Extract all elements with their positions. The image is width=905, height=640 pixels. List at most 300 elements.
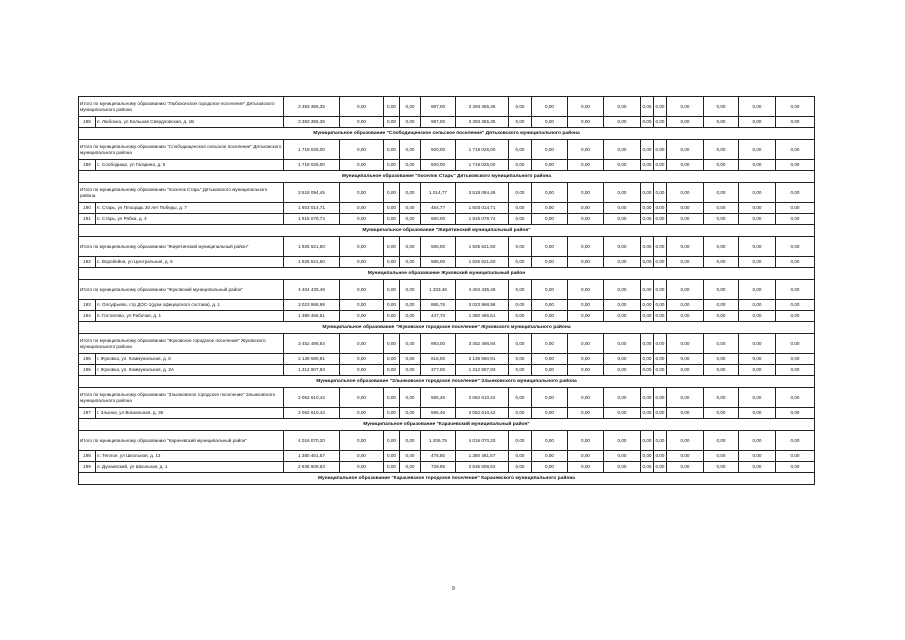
value-cell: 0,00 [532, 431, 568, 451]
value-cell: 0,00 [568, 140, 604, 160]
value-cell: 0,00 [384, 334, 400, 354]
value-cell: 4 016 070,20 [456, 431, 509, 451]
value-cell: 0,00 [400, 203, 421, 214]
value-cell: 0,00 [704, 140, 739, 160]
value-cell: 0,00 [641, 237, 654, 257]
value-cell: 0,00 [704, 300, 739, 311]
value-cell: 0,00 [340, 431, 384, 451]
value-cell: 0,00 [776, 408, 815, 419]
value-cell: 1 719 025,00 [284, 160, 340, 171]
value-cell: 1 380 466,51 [284, 311, 340, 322]
value-cell: 616,00 [421, 354, 456, 365]
value-cell: 1 380 461,57 [456, 451, 509, 462]
value-cell: 0,00 [340, 237, 384, 257]
value-cell: 0,00 [568, 183, 604, 203]
section-title: Муниципальное образование "Слободищенское сельское поселение" Дятьковского муниципального района [79, 128, 815, 140]
value-cell: 0,00 [641, 160, 654, 171]
value-cell: 1 719 025,00 [456, 140, 509, 160]
value-cell: 0,00 [509, 451, 532, 462]
value-cell: 0,00 [340, 365, 384, 376]
value-cell: 0,00 [667, 431, 704, 451]
value-cell: 0,00 [704, 117, 739, 128]
value-cell: 0,00 [509, 462, 532, 473]
repair-cost-table [78, 96, 815, 485]
value-cell: 1 925 621,50 [456, 237, 509, 257]
value-cell: 0,00 [400, 140, 421, 160]
value-cell: 0,00 [568, 462, 604, 473]
section-header-row [79, 128, 815, 140]
value-cell: 0,00 [641, 431, 654, 451]
total-label: Итого по муниципальному образованию "Слободищенское сельское поселение" Дятьковского муниципального района [79, 140, 284, 160]
value-cell: 0,00 [704, 311, 739, 322]
value-cell: 0,00 [704, 97, 739, 117]
value-cell: 1 312 907,93 [456, 365, 509, 376]
address-cell: п. Гостилово, ул Рабочая, д. 1 [96, 311, 284, 322]
value-cell: 3 393 355,35 [456, 97, 509, 117]
address-cell: п. Старь, ул Площадь 30 лет Победы, д. 7 [96, 203, 284, 214]
value-cell: 0,00 [776, 160, 815, 171]
value-cell: 0,00 [739, 203, 776, 214]
value-cell: 0,00 [340, 97, 384, 117]
value-cell: 0,00 [641, 334, 654, 354]
value-cell: 0,00 [739, 97, 776, 117]
value-cell: 1 719 025,00 [456, 160, 509, 171]
value-cell: 0,00 [400, 117, 421, 128]
value-cell: 0,00 [384, 183, 400, 203]
value-cell: 0,00 [739, 431, 776, 451]
value-cell: 0,00 [739, 462, 776, 473]
value-cell: 500,00 [421, 140, 456, 160]
value-cell: 0,00 [641, 388, 654, 408]
value-cell: 0,00 [776, 462, 815, 473]
row-number: 190 [79, 203, 96, 214]
value-cell: 0,00 [384, 160, 400, 171]
value-cell: 0,00 [400, 300, 421, 311]
table-row [79, 354, 815, 365]
value-cell: 0,00 [667, 140, 704, 160]
value-cell: 0,00 [654, 237, 667, 257]
value-cell: 0,00 [604, 97, 641, 117]
value-cell: 0,00 [604, 431, 641, 451]
value-cell: 0,00 [532, 388, 568, 408]
value-cell: 0,00 [604, 365, 641, 376]
value-cell: 0,00 [400, 160, 421, 171]
value-cell: 0,00 [532, 117, 568, 128]
value-cell: 0,00 [384, 354, 400, 365]
table-row [79, 365, 815, 376]
value-cell: 0,00 [509, 117, 532, 128]
table-row [79, 462, 815, 473]
value-cell: 0,00 [384, 451, 400, 462]
value-cell: 0,00 [509, 237, 532, 257]
value-cell: 0,00 [776, 388, 815, 408]
value-cell: 0,00 [509, 431, 532, 451]
value-cell: 0,00 [509, 140, 532, 160]
value-cell: 1 915 079,74 [284, 214, 340, 225]
value-cell: 0,00 [532, 140, 568, 160]
value-cell: 0,00 [384, 97, 400, 117]
value-cell: 885,76 [421, 300, 456, 311]
value-cell: 0,00 [739, 365, 776, 376]
value-cell: 0,00 [384, 300, 400, 311]
address-cell: п. Олсуфьево, стр ДОС-1(дом офицерского состава), д. 1 [96, 300, 284, 311]
table-body [79, 97, 815, 485]
value-cell: 0,00 [604, 300, 641, 311]
value-cell: 0,00 [532, 280, 568, 300]
value-cell: 0,00 [776, 203, 815, 214]
value-cell: 0,00 [739, 257, 776, 268]
table-row [79, 117, 815, 128]
value-cell: 0,00 [704, 365, 739, 376]
value-cell: 0,00 [400, 214, 421, 225]
total-row [79, 237, 815, 257]
value-cell: 0,00 [739, 214, 776, 225]
value-cell: 0,00 [340, 203, 384, 214]
value-cell: 0,00 [532, 354, 568, 365]
value-cell: 0,00 [568, 365, 604, 376]
value-cell: 0,00 [704, 280, 739, 300]
section-header-row [79, 171, 815, 183]
row-number: 193 [79, 300, 96, 311]
value-cell: 0,00 [532, 462, 568, 473]
value-cell: 0,00 [340, 300, 384, 311]
value-cell: 0,00 [532, 365, 568, 376]
value-cell: 0,00 [667, 462, 704, 473]
value-cell: 0,00 [739, 334, 776, 354]
value-cell: 0,00 [776, 451, 815, 462]
value-cell: 0,00 [340, 408, 384, 419]
value-cell: 0,00 [704, 354, 739, 365]
value-cell: 0,00 [667, 300, 704, 311]
value-cell: 0,00 [776, 354, 815, 365]
value-cell: 0,00 [532, 257, 568, 268]
value-cell: 0,00 [776, 97, 815, 117]
table-row [79, 214, 815, 225]
value-cell: 586,00 [421, 237, 456, 257]
value-cell: 0,00 [654, 300, 667, 311]
value-cell: 0,00 [568, 237, 604, 257]
row-number: 198 [79, 451, 96, 462]
value-cell: 0,00 [604, 160, 641, 171]
value-cell: 0,00 [739, 280, 776, 300]
value-cell: 0,00 [667, 388, 704, 408]
value-cell: 0,00 [384, 237, 400, 257]
value-cell: 1 014,77 [421, 183, 456, 203]
value-cell: 0,00 [704, 237, 739, 257]
value-cell: 2 139 590,91 [456, 354, 509, 365]
value-cell: 0,00 [400, 183, 421, 203]
value-cell: 0,00 [568, 160, 604, 171]
value-cell: 447,70 [421, 311, 456, 322]
value-cell: 0,00 [704, 214, 739, 225]
value-cell: 0,00 [654, 408, 667, 419]
value-cell: 2 062 610,42 [456, 408, 509, 419]
value-cell: 0,00 [704, 462, 739, 473]
value-cell: 0,00 [654, 203, 667, 214]
section-title: Муниципальное образование "Карачевский муниципальный район" [79, 419, 815, 431]
total-row [79, 183, 815, 203]
address-cell: с. Слободище, ул Гагарина, д. 5 [96, 160, 284, 171]
value-cell: 0,00 [667, 354, 704, 365]
value-cell: 0,00 [532, 160, 568, 171]
value-cell: 0,00 [384, 365, 400, 376]
value-cell: 3 518 094,45 [456, 183, 509, 203]
value-cell: 0,00 [776, 237, 815, 257]
value-cell: 0,00 [704, 334, 739, 354]
value-cell: 4 404 435,49 [284, 280, 340, 300]
value-cell: 0,00 [384, 311, 400, 322]
value-cell: 0,00 [641, 183, 654, 203]
value-cell: 2 062 610,42 [284, 388, 340, 408]
value-cell: 595,46 [421, 408, 456, 419]
value-cell: 0,00 [384, 408, 400, 419]
row-number: 195 [79, 354, 96, 365]
value-cell: 0,00 [509, 97, 532, 117]
value-cell: 0,00 [509, 300, 532, 311]
value-cell: 1 603 014,71 [456, 203, 509, 214]
value-cell: 595,46 [421, 388, 456, 408]
value-cell: 0,00 [667, 183, 704, 203]
value-cell: 0,00 [604, 311, 641, 322]
value-cell: 0,00 [667, 311, 704, 322]
value-cell: 0,00 [641, 408, 654, 419]
value-cell: 0,00 [509, 311, 532, 322]
value-cell: 0,00 [384, 462, 400, 473]
value-cell: 0,00 [568, 300, 604, 311]
value-cell: 0,00 [532, 237, 568, 257]
value-cell: 0,00 [340, 183, 384, 203]
value-cell: 0,00 [776, 300, 815, 311]
value-cell: 2 062 610,42 [456, 388, 509, 408]
value-cell: 0,00 [509, 365, 532, 376]
total-row [79, 280, 815, 300]
address-cell: п. Старь, ул Рябка, д. 4 [96, 214, 284, 225]
value-cell: 0,00 [776, 117, 815, 128]
value-cell: 0,00 [340, 334, 384, 354]
total-label: Итого по муниципальному образованию "Жуковское городское поселение" Жуковского муниципального района [79, 334, 284, 354]
row-number: 189 [79, 160, 96, 171]
value-cell: 0,00 [739, 140, 776, 160]
value-cell: 476,80 [421, 451, 456, 462]
value-cell: 0,00 [568, 354, 604, 365]
value-cell: 1 206,75 [421, 431, 456, 451]
value-cell: 0,00 [654, 140, 667, 160]
page-number: 9 [452, 586, 455, 592]
value-cell: 0,00 [654, 354, 667, 365]
value-cell: 0,00 [641, 97, 654, 117]
value-cell: 0,00 [604, 237, 641, 257]
total-row [79, 140, 815, 160]
total-label: Итого по муниципальному образованию "поселок Старь" Дятьковского муниципального района [79, 183, 284, 203]
value-cell: 2 139 590,91 [284, 354, 340, 365]
value-cell: 0,00 [400, 311, 421, 322]
table-row [79, 160, 815, 171]
table-row [79, 300, 815, 311]
value-cell: 0,00 [704, 160, 739, 171]
total-row [79, 431, 815, 451]
value-cell: 0,00 [641, 462, 654, 473]
value-cell: 1 719 025,00 [284, 140, 340, 160]
value-cell: 2 635 608,63 [284, 462, 340, 473]
value-cell: 0,00 [667, 257, 704, 268]
value-cell: 0,00 [667, 117, 704, 128]
value-cell: 0,00 [739, 237, 776, 257]
value-cell: 0,00 [739, 300, 776, 311]
value-cell: 0,00 [400, 237, 421, 257]
value-cell: 0,00 [384, 431, 400, 451]
value-cell: 0,00 [654, 257, 667, 268]
value-cell: 0,00 [641, 365, 654, 376]
value-cell: 0,00 [568, 214, 604, 225]
value-cell: 0,00 [739, 117, 776, 128]
value-cell: 0,00 [400, 354, 421, 365]
value-cell: 0,00 [654, 160, 667, 171]
value-cell: 0,00 [384, 388, 400, 408]
value-cell: 987,00 [421, 117, 456, 128]
value-cell: 0,00 [604, 354, 641, 365]
address-cell: с. Воробейня, ул Центральная, д. 6 [96, 257, 284, 268]
value-cell: 0,00 [400, 280, 421, 300]
value-cell: 0,00 [739, 160, 776, 171]
value-cell: 0,00 [776, 140, 815, 160]
table-row [79, 451, 815, 462]
value-cell: 0,00 [667, 203, 704, 214]
value-cell: 0,00 [400, 334, 421, 354]
value-cell: 3 393 355,35 [284, 97, 340, 117]
row-number: 191 [79, 214, 96, 225]
value-cell: 0,00 [340, 311, 384, 322]
value-cell: 0,00 [604, 117, 641, 128]
value-cell: 0,00 [654, 97, 667, 117]
value-cell: 0,00 [604, 280, 641, 300]
table-row [79, 408, 815, 419]
document-sheet [78, 96, 814, 485]
value-cell: 0,00 [568, 311, 604, 322]
value-cell: 0,00 [641, 257, 654, 268]
address-cell: г. Злынка, ул Вокзальная, д. 36 [96, 408, 284, 419]
value-cell: 0,00 [604, 451, 641, 462]
value-cell: 0,00 [604, 203, 641, 214]
value-cell: 0,00 [704, 257, 739, 268]
value-cell: 0,00 [604, 408, 641, 419]
value-cell: 0,00 [509, 183, 532, 203]
value-cell: 4 404 435,49 [456, 280, 509, 300]
value-cell: 586,00 [421, 257, 456, 268]
value-cell: 0,00 [667, 160, 704, 171]
value-cell: 0,00 [509, 160, 532, 171]
section-title: Муниципальное образование "Жирятинский муниципальный район" [79, 225, 815, 237]
value-cell: 0,00 [532, 300, 568, 311]
value-cell: 0,00 [604, 257, 641, 268]
value-cell: 500,00 [421, 160, 456, 171]
row-number: 188 [79, 117, 96, 128]
value-cell: 0,00 [654, 431, 667, 451]
value-cell: 0,00 [641, 311, 654, 322]
value-cell: 0,00 [400, 257, 421, 268]
value-cell: 0,00 [641, 354, 654, 365]
table-row [79, 203, 815, 214]
value-cell: 0,00 [654, 388, 667, 408]
value-cell: 0,00 [532, 408, 568, 419]
value-cell: 0,00 [400, 451, 421, 462]
value-cell: 0,00 [604, 334, 641, 354]
value-cell: 0,00 [667, 97, 704, 117]
value-cell: 0,00 [340, 160, 384, 171]
total-label: Итого по муниципальному образованию "Жирятинский муниципальный район" [79, 237, 284, 257]
section-header-row [79, 268, 815, 280]
row-number: 194 [79, 311, 96, 322]
row-number: 199 [79, 462, 96, 473]
value-cell: 0,00 [568, 431, 604, 451]
value-cell: 0,00 [667, 334, 704, 354]
value-cell: 0,00 [704, 183, 739, 203]
value-cell: 0,00 [568, 388, 604, 408]
value-cell: 0,00 [400, 365, 421, 376]
address-cell: п. Дунаевский, ул Школьная, д. 1 [96, 462, 284, 473]
value-cell: 0,00 [509, 280, 532, 300]
value-cell: 1 925 621,50 [284, 237, 340, 257]
value-cell: 0,00 [340, 451, 384, 462]
value-cell: 1 925 621,50 [284, 257, 340, 268]
value-cell: 0,00 [654, 451, 667, 462]
value-cell: 0,00 [532, 311, 568, 322]
value-cell: 4 016 070,20 [284, 431, 340, 451]
value-cell: 0,00 [532, 334, 568, 354]
value-cell: 0,00 [739, 183, 776, 203]
value-cell: 0,00 [340, 140, 384, 160]
value-cell: 0,00 [509, 203, 532, 214]
value-cell: 0,00 [704, 408, 739, 419]
value-cell: 0,00 [340, 257, 384, 268]
value-cell: 0,00 [509, 388, 532, 408]
value-cell: 0,00 [384, 117, 400, 128]
value-cell: 0,00 [509, 214, 532, 225]
value-cell: 0,00 [776, 214, 815, 225]
section-title: Муниципальное образование "Злынковское городское поселение" Злынковского муниципального района [79, 376, 815, 388]
value-cell: 0,00 [776, 257, 815, 268]
address-cell: г. Жуковка, ул. Коммунальная, д. 3А [96, 365, 284, 376]
value-cell: 0,00 [667, 365, 704, 376]
value-cell: 0,00 [667, 237, 704, 257]
row-number: 197 [79, 408, 96, 419]
value-cell: 0,00 [604, 140, 641, 160]
value-cell: 993,00 [421, 334, 456, 354]
value-cell: 0,00 [704, 388, 739, 408]
value-cell: 3 393 355,35 [284, 117, 340, 128]
value-cell: 0,00 [667, 280, 704, 300]
value-cell: 0,00 [568, 257, 604, 268]
value-cell: 2 635 608,63 [456, 462, 509, 473]
value-cell: 0,00 [400, 97, 421, 117]
value-cell: 1 380 461,57 [284, 451, 340, 462]
value-cell: 729,95 [421, 462, 456, 473]
value-cell: 0,00 [532, 451, 568, 462]
value-cell: 0,00 [667, 408, 704, 419]
value-cell: 0,00 [776, 280, 815, 300]
value-cell: 987,00 [421, 97, 456, 117]
value-cell: 0,00 [641, 214, 654, 225]
value-cell: 0,00 [532, 203, 568, 214]
value-cell: 0,00 [340, 280, 384, 300]
value-cell: 0,00 [776, 431, 815, 451]
value-cell: 0,00 [604, 183, 641, 203]
value-cell: 0,00 [604, 462, 641, 473]
value-cell: 0,00 [654, 280, 667, 300]
total-row [79, 334, 815, 354]
section-header-row [79, 225, 815, 237]
value-cell: 3 518 094,45 [284, 183, 340, 203]
value-cell: 0,00 [654, 311, 667, 322]
